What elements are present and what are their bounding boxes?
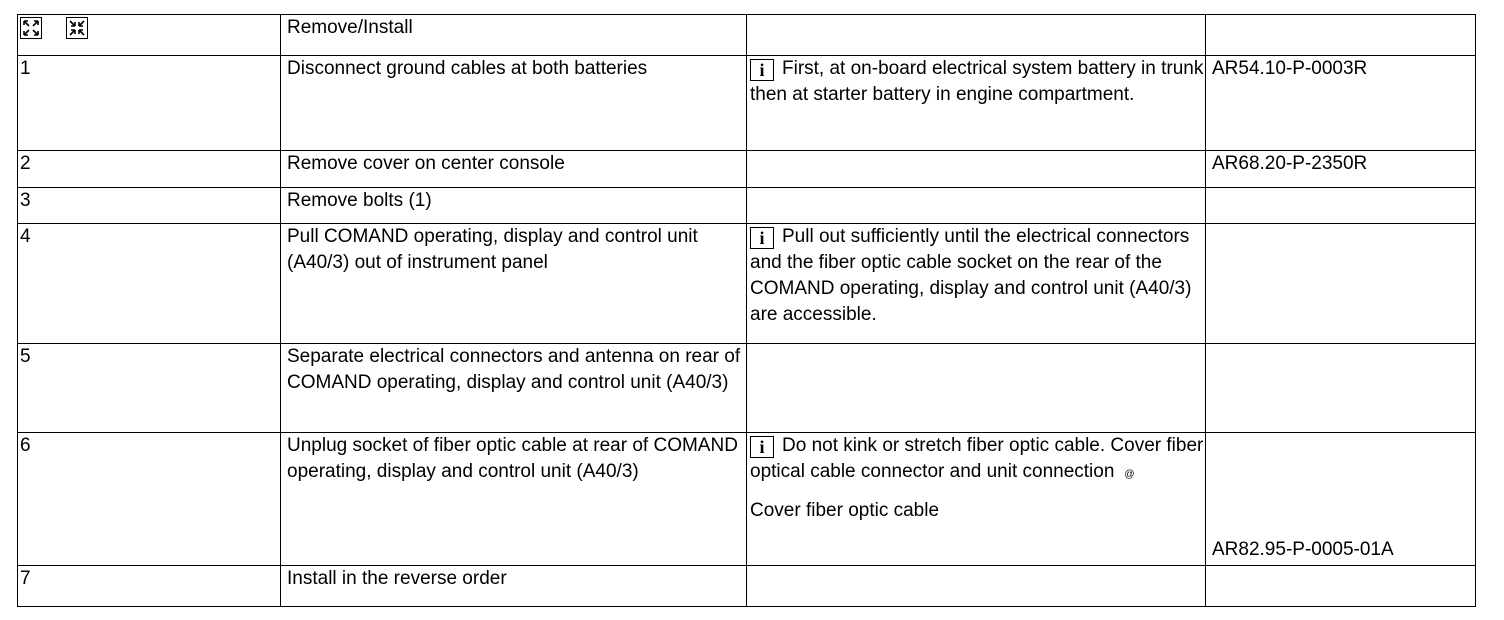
- reference-cell: [1206, 433, 1476, 566]
- reference-link: [1206, 224, 1476, 344]
- step-text: Pull COMAND operating, display and control unit (A40/3) out of instrument panel: [281, 224, 747, 344]
- table-row: [18, 566, 1476, 607]
- reference-link: [1206, 188, 1476, 224]
- expand-arrows-icon[interactable]: [20, 17, 42, 39]
- step-number: 7: [18, 566, 281, 607]
- note-text: Do not kink or stretch fiber optic cable. Cover fiber optical cable connector and unit connection: [750, 435, 1204, 482]
- table-row: [18, 188, 1476, 224]
- header-ref-cell: [1206, 15, 1476, 56]
- note-block: [750, 433, 1205, 488]
- step-note: [747, 224, 1206, 344]
- info-icon: i: [750, 227, 774, 249]
- note-text: Pull out sufficiently until the electrical connectors and the fiber optic cable socket on the rear of the COMAND operating, display and control unit (A40/3) are accessible.: [750, 226, 1192, 325]
- step-text: Separate electrical connectors and antenna on rear of COMAND operating, display and control unit (A40/3): [281, 344, 747, 433]
- at-mark: @: [1124, 469, 1135, 480]
- reference-link[interactable]: AR82.95-P-0005-01A: [1212, 539, 1394, 560]
- reference-link: [1206, 344, 1476, 433]
- step-text: Disconnect ground cables at both batteries: [281, 56, 747, 151]
- step-note: [747, 151, 1206, 188]
- note-subtext: Cover fiber optic cable: [750, 500, 940, 521]
- step-number: 5: [18, 344, 281, 433]
- step-number: 2: [18, 151, 281, 188]
- step-text: Unplug socket of fiber optic cable at rear of COMAND operating, display and control unit (A40/3): [281, 433, 747, 566]
- info-icon: i: [750, 59, 774, 81]
- table-row: [18, 151, 1476, 188]
- step-number: 4: [18, 224, 281, 344]
- step-number: 1: [18, 56, 281, 151]
- info-icon: i: [750, 436, 774, 458]
- note-text: First, at on-board electrical system battery in trunk then at starter battery in engine compartment.: [750, 58, 1204, 105]
- reference-link[interactable]: AR54.10-P-0003R: [1206, 56, 1476, 151]
- table-row: [18, 433, 1476, 566]
- step-note: [747, 56, 1206, 151]
- table-row: [18, 344, 1476, 433]
- step-note: [747, 566, 1206, 607]
- step-number: 6: [18, 433, 281, 566]
- step-note: [747, 433, 1206, 566]
- procedure-table: [17, 14, 1476, 607]
- step-text: Remove bolts (1): [281, 188, 747, 224]
- step-text: Remove cover on center console: [281, 151, 747, 188]
- header-row: [18, 15, 1476, 56]
- collapse-arrows-icon[interactable]: [66, 17, 88, 39]
- step-text: Install in the reverse order: [281, 566, 747, 607]
- table-row: [18, 56, 1476, 151]
- table-row: [18, 224, 1476, 344]
- page-title: Remove/Install: [281, 15, 747, 56]
- reference-link: [1206, 566, 1476, 607]
- step-number: 3: [18, 188, 281, 224]
- step-note: [747, 188, 1206, 224]
- step-note: [747, 344, 1206, 433]
- header-note-cell: [747, 15, 1206, 56]
- header-icons-cell: [18, 15, 281, 56]
- reference-link[interactable]: AR68.20-P-2350R: [1206, 151, 1476, 188]
